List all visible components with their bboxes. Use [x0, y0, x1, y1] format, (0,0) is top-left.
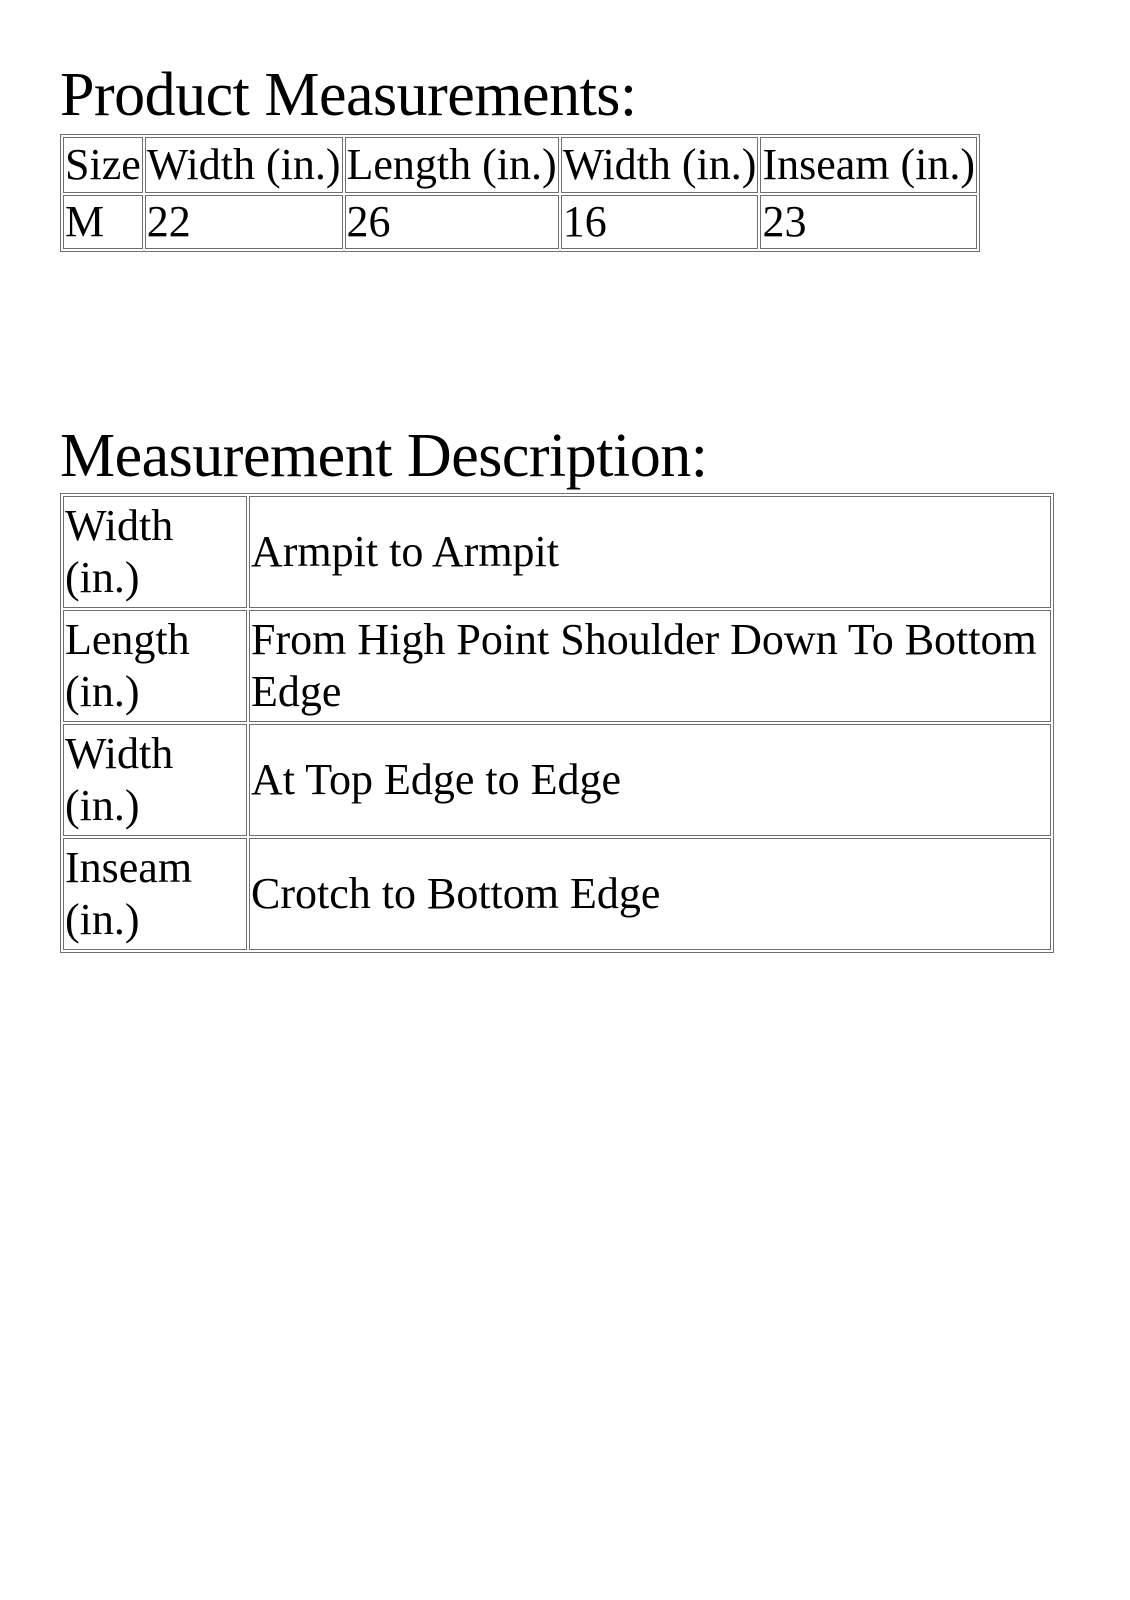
table-row — [63, 838, 1051, 950]
cell-width-top: 16 — [561, 195, 759, 249]
cell-size: M — [63, 195, 143, 249]
product-measurements-title: Product Measurements: — [60, 61, 637, 129]
description-text: Crotch to Bottom Edge — [249, 838, 1051, 950]
product-measurements-table — [60, 134, 980, 252]
table-header-row — [63, 137, 977, 193]
cell-inseam: 23 — [760, 195, 977, 249]
header-width-top: Width (in.) — [561, 137, 759, 193]
measurement-description-table — [60, 493, 1054, 953]
description-text: At Top Edge to Edge — [249, 724, 1051, 836]
header-inseam: Inseam (in.) — [760, 137, 977, 193]
description-text: From High Point Shoulder Down To Bottom Edge — [249, 610, 1051, 722]
header-width: Width (in.) — [145, 137, 343, 193]
header-length: Length (in.) — [345, 137, 559, 193]
table-row — [63, 610, 1051, 722]
cell-width: 22 — [145, 195, 343, 249]
description-name: Inseam (in.) — [63, 838, 247, 950]
measurement-description-title: Measurement Description: — [60, 422, 708, 490]
table-row — [63, 724, 1051, 836]
description-text: Armpit to Armpit — [249, 496, 1051, 608]
description-name: Width (in.) — [63, 724, 247, 836]
description-name: Width (in.) — [63, 496, 247, 608]
description-name: Length (in.) — [63, 610, 247, 722]
table-row — [63, 496, 1051, 608]
header-size: Size — [63, 137, 143, 193]
table-row — [63, 195, 977, 249]
cell-length: 26 — [345, 195, 559, 249]
